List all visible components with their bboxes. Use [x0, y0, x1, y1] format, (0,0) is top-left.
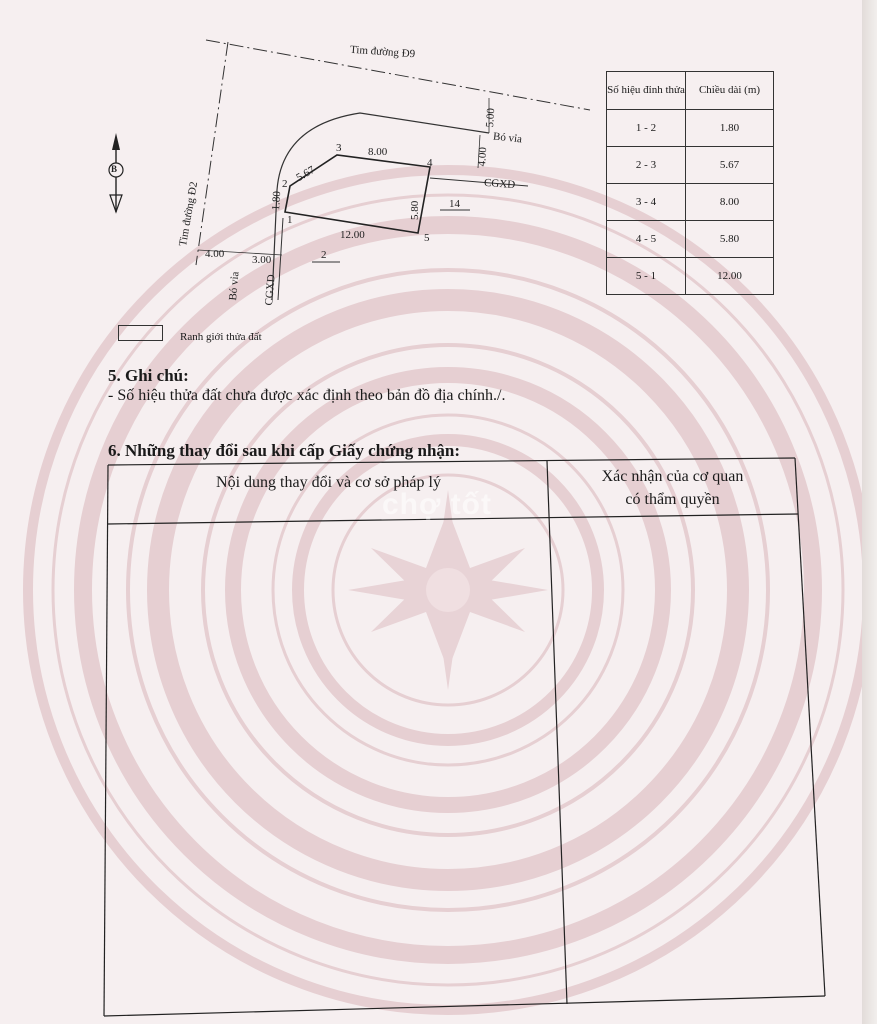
table-row: 3 - 4 8.00	[607, 184, 774, 221]
column-header-changes: Nội dung thay đổi và cơ sở pháp lý	[216, 474, 441, 491]
curb-top-label: Bó vỉa	[492, 130, 523, 146]
table-row: 4 - 5 5.80	[607, 221, 774, 258]
column-header-confirmation: Xác nhận của cơ quan có thẩm quyền	[601, 468, 744, 508]
vertex-4: 4	[427, 157, 433, 169]
edge-1-2-length: 1.80	[270, 190, 284, 211]
section-5-title: 5. Ghi chú:	[108, 366, 189, 385]
cgxd-left-label: CGXD	[263, 273, 278, 307]
edge-3-4-length: 8.00	[368, 146, 388, 158]
table-header-length: Chiều dài (m)	[686, 72, 774, 110]
cgxd-top-label: CGXD	[483, 176, 516, 192]
watermark: chợ tốt	[382, 488, 492, 521]
curb-left-label: Bó vỉa	[227, 271, 242, 302]
vertex-2: 2	[282, 178, 288, 190]
parcel-number-2: 2	[321, 249, 327, 261]
section-6-title: 6. Những thay đổi sau khi cấp Giấy chứng nhận:	[108, 441, 461, 460]
table-row: 5 - 1 12.00	[607, 258, 774, 295]
dim-3-00: 3.00	[252, 254, 272, 266]
north-label: B	[111, 164, 118, 174]
table-header-vertex: Số hiệu đỉnh thửa	[607, 72, 686, 110]
dim-4-00-left: 4.00	[205, 248, 225, 260]
edge-2-3-length: 5.67	[294, 163, 317, 185]
table-row: 1 - 2 1.80	[607, 110, 774, 147]
road-d2-label: Tim đường Đ2	[177, 180, 201, 248]
edge-5-1-length: 12.00	[340, 229, 365, 241]
parcel-number-14: 14	[449, 198, 460, 210]
vertex-1: 1	[287, 214, 293, 226]
background-surface	[862, 0, 877, 1024]
vertex-5: 5	[424, 232, 430, 244]
edge-4-5-length: 5.80	[409, 200, 421, 220]
dim-5-00: 5.00	[484, 107, 498, 128]
section-5-note: - Số hiệu thửa đất chưa được xác định theo bản đồ địa chính./.	[108, 387, 506, 404]
legend-label: Ranh giới thửa đất	[180, 331, 262, 343]
table-row: 2 - 3 5.67	[607, 147, 774, 184]
road-d9-label: Tim đường Đ9	[349, 43, 416, 61]
dim-4-00-top: 4.00	[476, 146, 490, 167]
vertex-3: 3	[336, 142, 342, 154]
